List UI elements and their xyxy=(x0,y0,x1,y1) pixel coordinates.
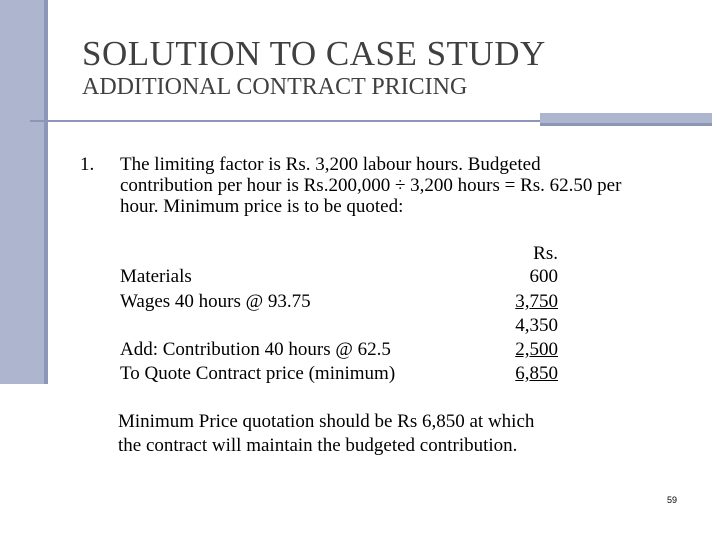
row-amount-quote-price: 6,850 xyxy=(515,363,558,384)
paragraph-line: hour. Minimum price is to be quoted: xyxy=(120,196,404,217)
row-amount-wages: 3,750 xyxy=(515,291,558,312)
conclusion-line: the contract will maintain the budgeted contribution. xyxy=(118,435,518,456)
item-paragraph xyxy=(120,154,660,217)
title-divider-rule xyxy=(30,120,540,122)
row-label-materials: Materials xyxy=(120,266,192,287)
page-number: 59 xyxy=(666,495,677,505)
row-amount-materials: 600 xyxy=(529,266,558,287)
row-label-contribution: Add: Contribution 40 hours @ 62.5 xyxy=(120,339,391,360)
left-accent-bar xyxy=(0,0,48,384)
row-label-wages: Wages 40 hours @ 93.75 xyxy=(120,291,311,312)
row-amount-contribution: 2,500 xyxy=(515,339,558,360)
row-amount-subtotal: 4,350 xyxy=(515,315,558,336)
paragraph-line: The limiting factor is Rs. 3,200 labour hours. Budgeted xyxy=(120,154,541,175)
conclusion-line: Minimum Price quotation should be Rs 6,850 at which xyxy=(118,411,535,432)
conclusion-text xyxy=(118,410,678,458)
slide-title: SOLUTION TO CASE STUDY xyxy=(82,34,546,73)
list-item-number: 1. xyxy=(80,154,95,175)
row-label-quote-price: To Quote Contract price (minimum) xyxy=(120,363,396,384)
left-accent-bar-edge xyxy=(44,0,48,384)
paragraph-line: contribution per hour is Rs.200,000 ÷ 3,200 hours = Rs. 62.50 per xyxy=(120,175,622,196)
title-divider-accent xyxy=(540,113,712,126)
slide-subtitle: ADDITIONAL CONTRACT PRICING xyxy=(82,74,468,100)
currency-header: Rs. xyxy=(533,243,558,264)
